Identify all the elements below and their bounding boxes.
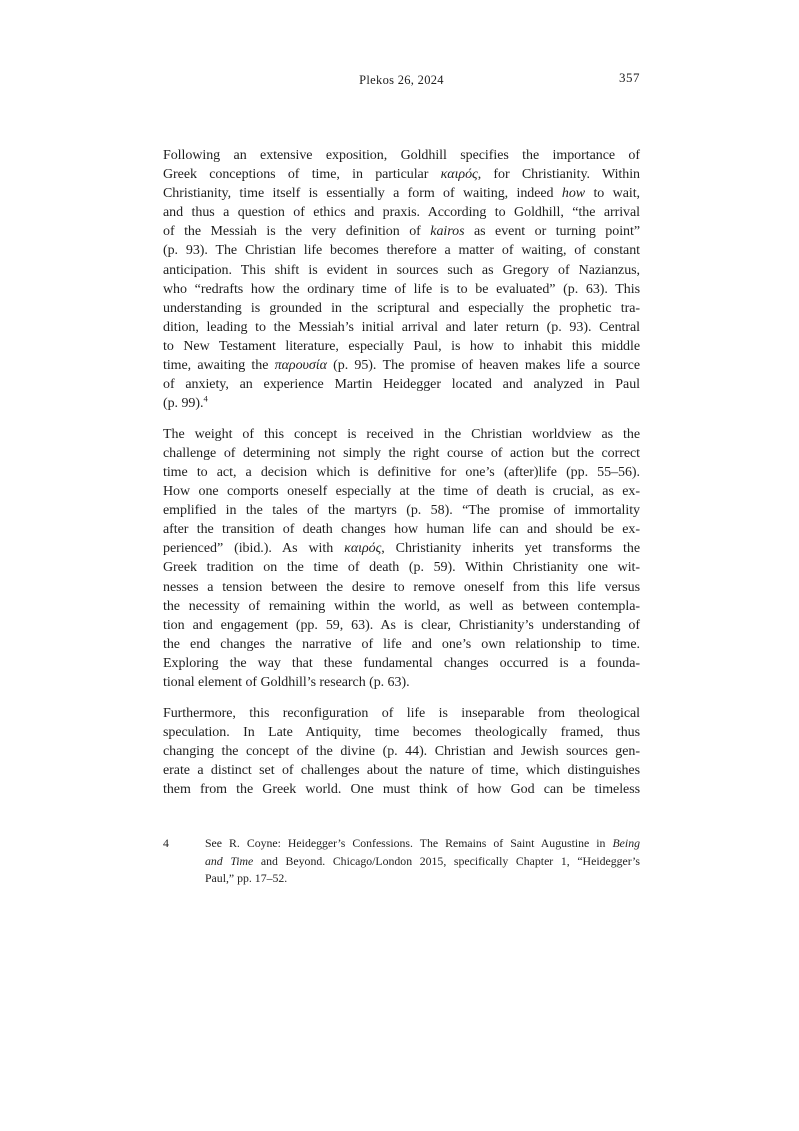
text-line [163, 673, 640, 692]
text-line [163, 558, 640, 577]
text-run: kairos [430, 224, 465, 240]
text-run: after the transition of death changes how human life can and should be ex- [163, 522, 640, 538]
greek-term: παρουσία [274, 358, 327, 374]
text-line [163, 222, 640, 241]
text-line [163, 761, 640, 780]
running-head [163, 70, 640, 91]
text-run: who “redrafts how the ordinary time of life is to be evaluated” (p. 63). This [163, 281, 640, 297]
text-run: to New Testament literature, especially Paul, is how to inhabit this middle [163, 338, 640, 354]
text-run: challenge of determining not simply the right course of action but the correct [163, 445, 640, 461]
text-line [163, 394, 640, 413]
text-line [163, 780, 640, 799]
text-line [163, 635, 640, 654]
footnote-text [205, 835, 640, 888]
footnote-number: 4 [163, 836, 169, 850]
text-run: changing the concept of the divine (p. 44). Christian and Jewish sources gen- [163, 743, 640, 759]
text-run: tion and engagement (pp. 59, 63). As is clear, Christianity’s understanding of [163, 617, 640, 633]
text-run: Paul,” pp. 17–52. [205, 871, 288, 886]
text-line [163, 444, 640, 463]
text-run: and Beyond. Chicago/London 2015, specifically Chapter 1, “Heidegger’s [253, 853, 640, 868]
text-line [163, 165, 640, 184]
text-run: the necessity of remaining within the world, as well as between contempla- [163, 598, 640, 614]
footnote [163, 835, 640, 888]
text-run: Christianity, time itself is essentially a form of waiting, indeed [163, 186, 562, 202]
text-line [163, 425, 640, 444]
text-run: and thus a question of ethics and praxis. According to Goldhill, “the arrival [163, 205, 640, 221]
text-line [163, 742, 640, 761]
text-line [163, 578, 640, 597]
text-run: dition, leading to the Messiah’s initial arrival and later return (p. 93). Central [163, 319, 640, 335]
text-line [163, 261, 640, 280]
text-line [163, 704, 640, 723]
text-run: the end changes the narrative of life and one’s own relationship to time. [163, 636, 640, 652]
text-run: how [561, 186, 586, 202]
text-line [163, 203, 640, 222]
text-run: , Christianity inherits yet transforms the [381, 541, 640, 557]
text-line [163, 501, 640, 520]
text-line [163, 654, 640, 673]
paragraph [163, 425, 640, 692]
text-run: understanding is grounded in the scriptural and especially the prophetic tra- [163, 300, 640, 316]
text-run: time to act, a decision which is definitive for one’s (after)life (pp. 55–56). [163, 465, 640, 480]
text-line [163, 616, 640, 635]
footnote-ref: 4 [203, 393, 208, 404]
text-line [205, 870, 640, 888]
text-run: Furthermore, this reconfiguration of life is inseparable from theological [163, 705, 640, 721]
text-run: Exploring the way that these fundamental changes occurred is a founda- [163, 655, 640, 671]
journal-title: Plekos 26, 2024 [359, 73, 444, 87]
text-run: (p. 93). The Christian life becomes therefore a matter of waiting, of constant [163, 243, 640, 259]
text-line [163, 463, 640, 482]
paragraph [163, 146, 640, 413]
text-run: (p. 99). [163, 396, 204, 412]
text-line [163, 299, 640, 318]
text-line [205, 835, 640, 853]
text-run: of the Messiah is the very definition of [163, 224, 431, 240]
text-run: speculation. In Late Antiquity, time becomes theologically framed, thus [163, 724, 640, 740]
text-line [163, 375, 640, 394]
body-text [163, 146, 640, 811]
text-run: Greek tradition on the time of death (p. 59). Within Christianity one wit- [163, 560, 640, 576]
text-run: and Time [205, 853, 254, 868]
text-run: Greek conceptions of time, in particular [163, 167, 441, 183]
text-line [163, 520, 640, 539]
text-run: (p. 95). The promise of heaven makes life a source [326, 358, 640, 374]
text-run: tional element of Goldhill’s research (p. 63). [163, 675, 410, 691]
text-line [163, 241, 640, 260]
text-run: perienced” (ibid.). As with [163, 541, 345, 557]
greek-term: καιρός [440, 167, 478, 183]
text-run: emplified in the tales of the martyrs (p. 58). “The promise of immortality [163, 503, 640, 519]
text-line [163, 146, 640, 165]
text-line [163, 318, 640, 337]
paragraph [163, 704, 640, 799]
page-number: 357 [619, 70, 640, 85]
text-run: erate a distinct set of challenges about the nature of time, which distinguishes [163, 762, 640, 778]
text-run: Following an extensive exposition, Goldhill specifies the importance of [163, 148, 640, 163]
text-run: of anxiety, an experience Martin Heidegger located and analyzed in Paul [163, 377, 640, 393]
text-line [163, 482, 640, 501]
greek-term: καιρός [344, 541, 382, 557]
text-run: as event or turning point” [464, 224, 640, 240]
text-line [205, 853, 640, 871]
text-line [163, 539, 640, 558]
text-run: , for Christianity. Within [477, 167, 640, 183]
text-run: to wait, [585, 186, 640, 202]
text-line [163, 356, 640, 375]
text-run: them from the Greek world. One must think of how God can be timeless [163, 782, 640, 797]
text-line [163, 597, 640, 616]
text-run: How one comports oneself especially at the time of death is crucial, as ex- [163, 484, 640, 500]
text-run: Being [612, 836, 640, 850]
text-line [163, 723, 640, 742]
text-run: nesses a tension between the desire to remove oneself from this life versus [163, 579, 640, 595]
text-run: time, awaiting the [163, 358, 275, 374]
text-line [163, 184, 640, 203]
text-run: anticipation. This shift is evident in sources such as Gregory of Nazianzus, [163, 262, 640, 278]
text-run: The weight of this concept is received in the Christian worldview as the [163, 426, 640, 442]
text-line [163, 337, 640, 356]
text-run: See R. Coyne: Heidegger’s Confessions. The Remains of Saint Augustine in [205, 836, 613, 850]
text-line [163, 280, 640, 299]
